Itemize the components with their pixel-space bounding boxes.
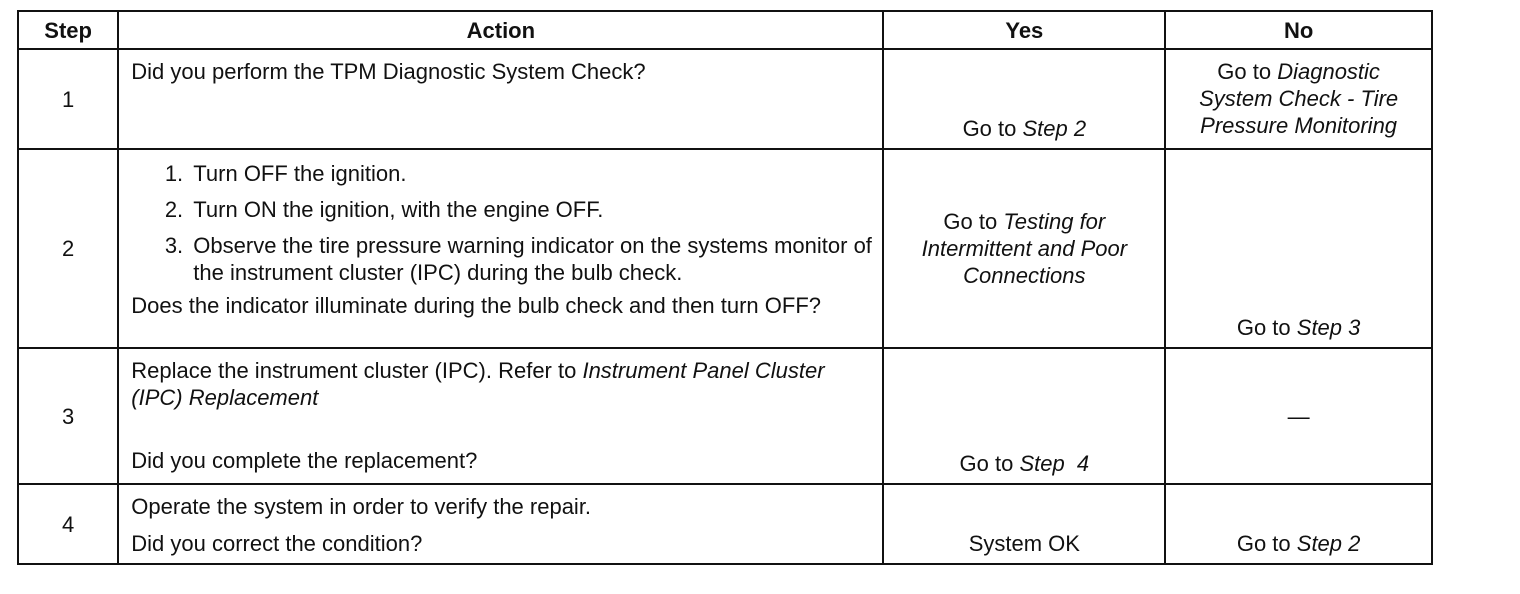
no-link[interactable]: Step 3 [1296,315,1361,340]
yes-cell [883,149,1165,348]
table-row [18,49,1432,149]
no-cell [1165,348,1432,484]
step-number: 4 [18,484,118,564]
action-question: Does the indicator illuminate during the bulb check and then turn OFF? [131,293,822,318]
no-link[interactable]: Diagnostic System Check - Tire Pressure Monitoring [1199,59,1399,138]
action-cell [118,348,883,484]
diagnostic-table [17,10,1433,565]
action-cell [118,49,883,149]
no-prefix: Go to [1236,315,1297,340]
action-question: Did you complete the replacement? [131,448,478,473]
no-cell [1165,149,1432,348]
table-row [18,348,1432,484]
yes-result: System OK [968,531,1080,556]
no-prefix: Go to [1236,531,1297,556]
action-link[interactable]: Instrument Panel Cluster (IPC) Replacement [131,358,825,410]
action-text: Did you perform the TPM Diagnostic System Check? [131,59,646,84]
action-text [131,357,872,411]
step-number: 3 [18,348,118,484]
yes-cell [883,484,1165,564]
substep-list [131,160,872,286]
yes-prefix: Go to [962,116,1023,141]
yes-prefix: Go to [959,451,1020,476]
yes-link[interactable]: Step 4 [1019,451,1090,476]
yes-link[interactable]: Testing for Intermittent and Poor Connections [921,209,1128,288]
action-cell [118,484,883,564]
header-yes: Yes [883,11,1165,49]
substep-item: 3. Observe the tire pressure warning indicator on the systems monitor of the instrument cluster (IPC) during the bulb check. [189,232,872,286]
header-no: No [1165,11,1432,49]
step-number: 2 [18,149,118,348]
yes-cell [883,348,1165,484]
table-row [18,149,1432,348]
spacer [131,411,872,447]
action-prefix: Replace the instrument cluster (IPC). Refer to [131,358,583,383]
action-question: Did you correct the condition? [131,531,423,556]
no-cell [1165,484,1432,564]
yes-cell [883,49,1165,149]
no-cell [1165,49,1432,149]
table-row [18,484,1432,564]
header-action: Action [118,11,883,49]
header-row [18,11,1432,49]
substep-item: 1. Turn OFF the ignition. [189,160,872,187]
no-prefix: Go to [1217,59,1278,84]
step-number: 1 [18,49,118,149]
yes-link[interactable]: Step 2 [1022,116,1087,141]
no-dash: — [1287,403,1310,429]
action-text: Operate the system in order to verify the repair. [131,494,592,519]
yes-prefix: Go to [943,209,1004,234]
no-link[interactable]: Step 2 [1296,531,1361,556]
header-step: Step [18,11,118,49]
substep-item: 2. Turn ON the ignition, with the engine OFF. [189,196,872,223]
action-cell [118,149,883,348]
